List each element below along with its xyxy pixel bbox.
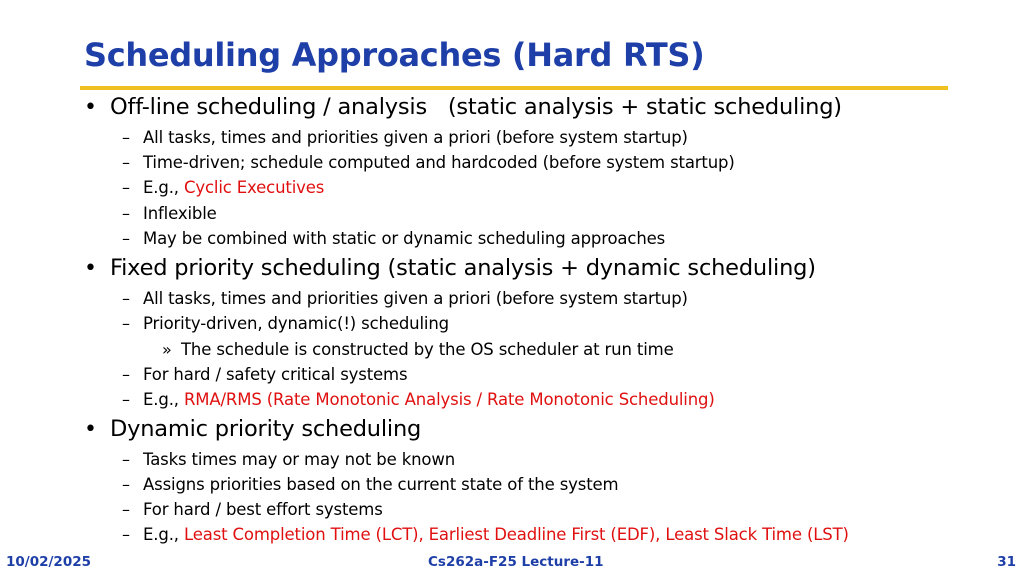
list-item <box>122 314 449 333</box>
dash-icon: – <box>122 450 130 469</box>
footer-page-number: 31 <box>997 554 1016 570</box>
list-item-text: Priority-driven, dynamic(!) scheduling <box>143 314 449 333</box>
list-item-text: E.g., <box>143 390 184 409</box>
dash-icon: – <box>122 475 130 494</box>
bullet-offline-scheduling <box>84 94 842 120</box>
bullet-icon: • <box>84 95 97 120</box>
chevron-double-right-icon: » <box>162 340 172 359</box>
highlight-text: Least Completion Time (LCT), Earliest Deadline First (EDF), Least Slack Time (LST) <box>183 525 849 544</box>
bullet-icon: • <box>84 417 97 442</box>
list-item <box>122 128 688 147</box>
list-item <box>122 500 383 519</box>
dash-icon: – <box>122 178 130 197</box>
dash-icon: – <box>122 204 130 223</box>
slide-title: Scheduling Approaches (Hard RTS) <box>84 36 705 74</box>
sub-list-item <box>162 340 674 359</box>
list-item-text: Tasks times may or may not be known <box>143 450 456 469</box>
highlight-text: Cyclic Executives <box>183 178 325 197</box>
dash-icon: – <box>122 128 130 147</box>
dash-icon: – <box>122 365 130 384</box>
list-item <box>122 289 688 308</box>
title-underline <box>80 86 948 90</box>
sub-list-item-text: The schedule is constructed by the OS scheduler at run time <box>181 340 674 359</box>
dash-icon: – <box>122 153 130 172</box>
list-item-text: For hard / safety critical systems <box>143 365 408 384</box>
list-item-text: May be combined with static or dynamic scheduling approaches <box>143 229 666 248</box>
list-item-text: E.g., <box>143 525 184 544</box>
dash-icon: – <box>122 500 130 519</box>
highlight-text: RMA/RMS (Rate Monotonic Analysis / Rate Monotonic Scheduling) <box>183 390 715 409</box>
list-item-text: E.g., <box>143 178 184 197</box>
bullet-dynamic-priority <box>84 416 421 442</box>
list-item <box>122 153 735 172</box>
list-item <box>122 525 849 544</box>
list-item <box>122 204 217 223</box>
bullet-text: Off-line scheduling / analysis (static analysis + static scheduling) <box>110 94 842 120</box>
list-item <box>122 475 618 494</box>
dash-icon: – <box>122 314 130 333</box>
dash-icon: – <box>122 525 130 544</box>
list-item <box>122 390 715 409</box>
bullet-fixed-priority <box>84 255 816 281</box>
footer-date: 10/02/2025 <box>6 554 92 570</box>
list-item <box>122 450 455 469</box>
list-item-text: Inflexible <box>143 204 217 223</box>
list-item <box>122 365 407 384</box>
list-item-text: Time-driven; schedule computed and hardcoded (before system startup) <box>143 153 735 172</box>
footer-course: Cs262a-F25 Lecture-11 <box>428 554 604 570</box>
dash-icon: – <box>122 229 130 248</box>
bullet-text: Fixed priority scheduling (static analysis + dynamic scheduling) <box>110 255 816 281</box>
bullet-icon: • <box>84 256 97 281</box>
list-item-text: For hard / best effort systems <box>143 500 383 519</box>
bullet-text: Dynamic priority scheduling <box>110 416 422 442</box>
list-item-text: Assigns priorities based on the current state of the system <box>143 475 619 494</box>
dash-icon: – <box>122 390 130 409</box>
list-item <box>122 229 665 248</box>
list-item-text: All tasks, times and priorities given a priori (before system startup) <box>143 128 688 147</box>
list-item <box>122 178 324 197</box>
dash-icon: – <box>122 289 130 308</box>
list-item-text: All tasks, times and priorities given a priori (before system startup) <box>143 289 688 308</box>
